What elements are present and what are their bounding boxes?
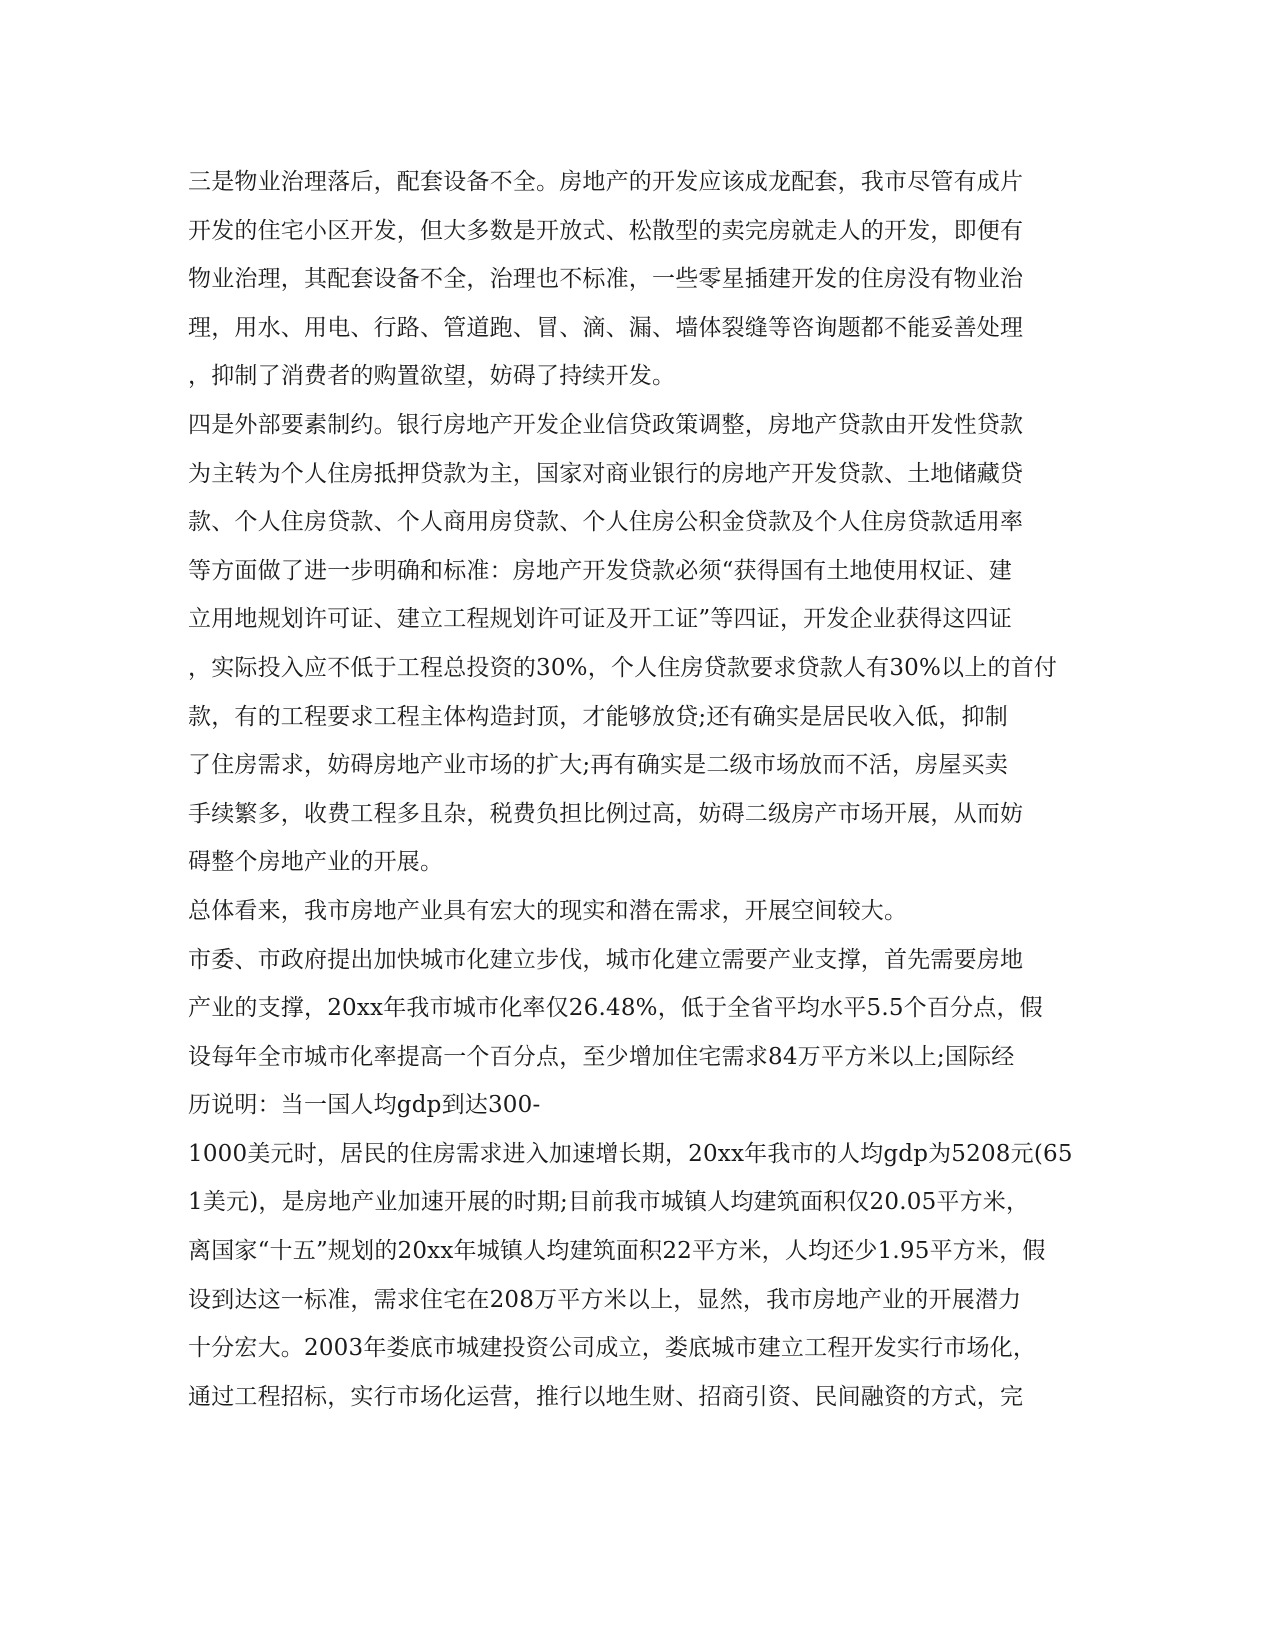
text-line: 等方面做了进一步明确和标准：房地产开发贷款必须“获得国有土地使用权证、建 [188,557,1012,584]
text-line: 1美元)，是房地产业加速开展的时期;目前我市城镇人均建筑面积仅20.05平方米， [188,1189,1030,1216]
text-line: 理，用水、用电、行路、管道跑、冒、滴、漏、墙体裂缝等咨询题都不能妥善处理 [188,314,1024,341]
text-line: 手续繁多，收费工程多且杂，税费负担比例过高，妨碍二级房产市场开展，从而妨 [188,800,1024,827]
text-line: 四是外部要素制约。银行房地产开发企业信贷政策调整，房地产贷款由开发性贷款 [188,411,1024,438]
text-line: 总体看来，我市房地产业具有宏大的现实和潜在需求，开展空间较大。 [188,897,908,924]
text-line: 十分宏大。2003年娄底市城建投资公司成立，娄底城市建立工程开发实行市场化， [188,1335,1037,1362]
text-line: 产业的支撑，20xx年我市城市化率仅26.48%，低于全省平均水平5.5个百分点，假 [188,995,1043,1022]
text-line: 1000美元时，居民的住房需求进入加速增长期，20xx年我市的人均gdp为5208元(65 [188,1140,1073,1167]
text-line: 三是物业治理落后，配套设备不全。房地产的开发应该成龙配套，我市尽管有成片 [188,169,1024,195]
text-line: 设每年全市城市化率提高一个百分点，至少增加住宅需求84万平方米以上;国际经 [188,1043,1015,1070]
text-line: 款、个人住房贷款、个人商用房贷款、个人住房公积金贷款及个人住房贷款适用率 [188,509,1024,536]
text-line: 开发的住宅小区开发，但大多数是开放式、松散型的卖完房就走人的开发，即便有 [188,217,1024,244]
text-line: 市委、市政府提出加快城市化建立步伐，城市化建立需要产业支撑，首先需要房地 [188,946,1024,973]
text-line: 款，有的工程要求工程主体构造封顶，才能够放贷;还有确实是居民收入低，抑制 [188,703,1008,730]
text-line: 碍整个房地产业的开展。 [188,849,444,876]
text-line: 历说明：当一国人均gdp到达300- [188,1092,541,1119]
text-line: 物业治理，其配套设备不全，治理也不标准，一些零星插建开发的住房没有物业治 [188,266,1024,293]
text-line: 为主转为个人住房抵押贷款为主，国家对商业银行的房地产开发贷款、土地储藏贷 [188,460,1024,487]
text-line: 了住房需求，妨碍房地产业市场的扩大;再有确实是二级市场放而不活，房屋买卖 [188,752,1008,779]
body-text [188,158,1093,1421]
text-line: ，实际投入应不低于工程总投资的30%，个人住房贷款要求贷款人有30%以上的首付 [188,654,1058,681]
text-line: ，抑制了消费者的购置欲望，妨碍了持续开发。 [188,363,676,390]
text-line: 设到达这一标准，需求住宅在208万平方米以上，显然，我市房地产业的开展潜力 [188,1286,1022,1313]
text-line: 通过工程招标，实行市场化运营，推行以地生财、招商引资、民间融资的方式，完 [188,1383,1024,1410]
text-line: 立用地规划许可证、建立工程规划许可证及开工证”等四证，开发企业获得这四证 [188,606,1012,633]
text-line: 离国家“十五”规划的20xx年城镇人均建筑面积22平方米，人均还少1.95平方米，假 [188,1238,1046,1265]
